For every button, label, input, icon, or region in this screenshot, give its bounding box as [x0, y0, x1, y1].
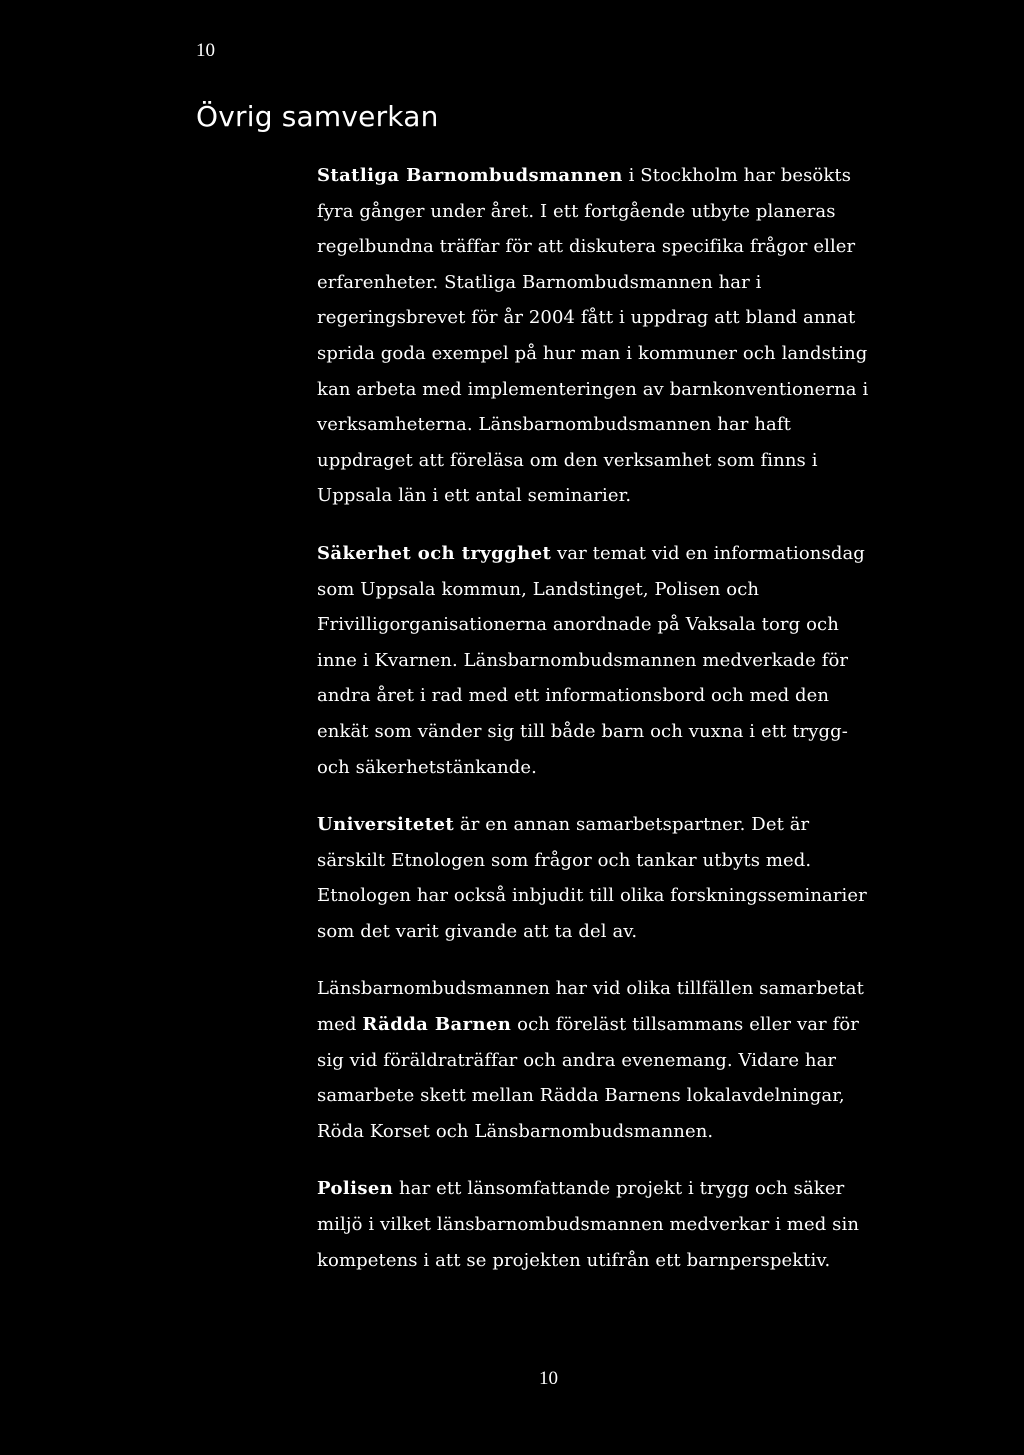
bold-term: Rädda Barnen: [362, 1014, 512, 1036]
paragraph-universitetet: [317, 807, 877, 949]
bold-term: Universitetet: [317, 814, 455, 836]
bold-term: Statliga Barnombudsmannen: [317, 165, 623, 186]
body-text: [317, 158, 877, 1300]
section-heading: Övrig samverkan: [196, 100, 439, 133]
paragraph-text-pre: Länsbarnombudsmannen har vid olika tillfällen samarbetat med: [317, 978, 864, 1036]
paragraph-text: är en annan samarbetspartner. Det är särskilt Etnologen som frågor och tankar utbyts med. Etnologen har också inbjudit till olika forskningsseminarier som det varit givande att ta del av.: [317, 814, 867, 942]
page-number-top: 10: [196, 40, 215, 61]
paragraph-text: var temat vid en informationsdag som Uppsala kommun, Landstinget, Polisen och Frivilligorganisationerna anordnade på Vaksala torg och inne i Kvarnen. Länsbarnombudsmannen medverkade för andra året i rad med ett informationsbord och med den enkät som vänder sig till både barn och vuxna i ett trygg- och säkerhetstänkande.: [317, 542, 865, 778]
paragraph-text: och föreläst tillsammans eller var för sig vid föräldraträffar och andra evenemang. Vidare har samarbete skett mellan Rädda Barnens lokalavdelningar, Röda Korset och Länsbarnombudsmannen.: [317, 1014, 859, 1142]
paragraph-sakerhet-och-trygghet: [317, 536, 877, 785]
page-number-bottom: 10: [539, 1368, 558, 1389]
paragraph-text: har ett länsomfattande projekt i trygg och säker miljö i vilket länsbarnombudsmannen medverkar i med sin kompetens i att se projekten utifrån ett barnperspektiv.: [317, 1178, 860, 1271]
bold-term: Säkerhet och trygghet: [317, 542, 552, 564]
paragraph-polisen: [317, 1171, 877, 1278]
bold-term: Polisen: [317, 1178, 394, 1200]
paragraph-statliga-barnombudsmannen: [317, 158, 877, 514]
paragraph-text: i Stockholm har besökts fyra gånger under året. I ett fortgående utbyte planeras regelbundna träffar för att diskutera specifika frågor eller erfarenheter. Statliga Barnombudsmannen har i regeringsbrevet för år 2004 fått i uppdrag att bland annat sprida goda exempel på hur man i kommuner och landsting kan arbeta med implementeringen av barnkonventionerna i verksamheterna. Länsbarnombudsmannen har haft uppdraget att föreläsa om den verksamhet som finns i Uppsala län i ett antal seminarier.: [317, 165, 869, 507]
paragraph-radda-barnen: [317, 971, 877, 1149]
